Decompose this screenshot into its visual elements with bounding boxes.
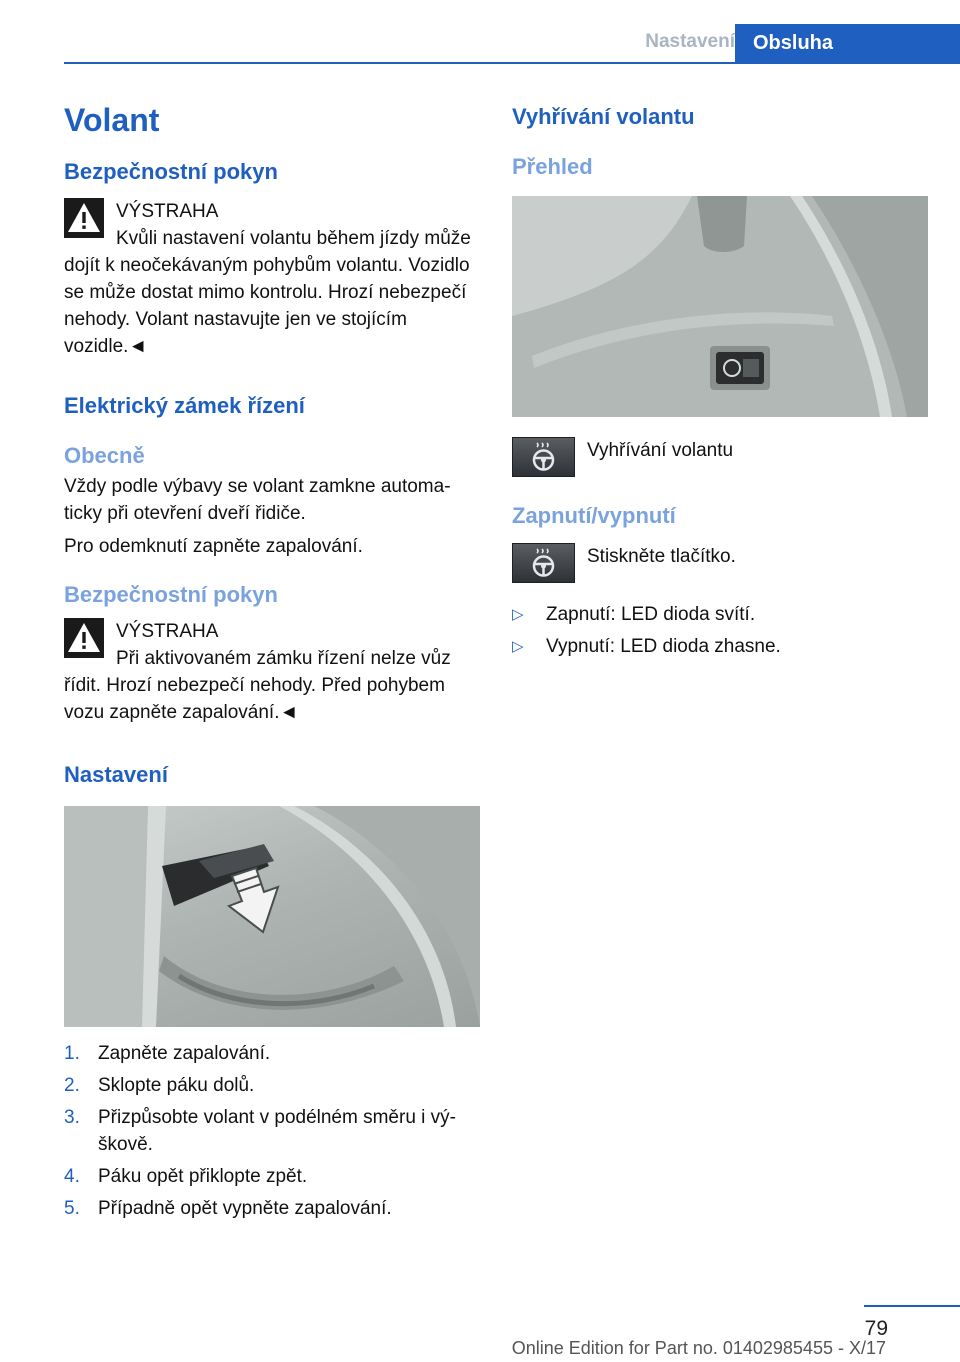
header-section-tab[interactable]: Nastavení <box>645 31 735 52</box>
page-number: 79 <box>864 1317 888 1340</box>
step-number: 5. <box>64 1198 80 1219</box>
left-column <box>64 100 480 1227</box>
list-item <box>64 1104 480 1158</box>
lock-paragraph-2: Pro odemknutí zapněte zapalování. <box>64 536 363 557</box>
general-heading: Obecně <box>64 443 145 468</box>
warning-text-1: Kvůli nastavení volantu během jízdy může dojít k neočekávaným pohybům volantu. Vozidlo se může dostat mimo kontrolu. Hrozí nebezpečí nehody. Volant nastavujte jen ve stojícím vozidle.◄ <box>64 228 471 357</box>
press-button-text: Stiskněte tlačítko. <box>587 546 736 567</box>
warning-label-2: VÝSTRAHA <box>116 621 219 642</box>
lock-paragraph-1: Vždy podle výbavy se volant zamkne automa-ticky při otevření dveří řidiče. <box>64 476 451 524</box>
steering-lock-heading: Elektrický zámek řízení <box>64 393 305 418</box>
step-text: Sklopte páku dolů. <box>98 1075 255 1096</box>
triangle-bullet-icon: ▷ <box>512 606 524 623</box>
heated-wheel-button-photo <box>512 196 928 417</box>
warning-box-1 <box>64 198 480 360</box>
warning-triangle-icon <box>64 618 104 658</box>
safety-heading-1: Bezpečnostní pokyn <box>64 159 278 184</box>
adjustment-steps <box>64 1040 480 1222</box>
warning-text-2: Při aktivovaném zámku řízení nelze vůz řídit. Hrozí nebezpečí nehody. Před pohybem vozu zapněte zapalování.◄ <box>64 648 451 723</box>
list-item <box>64 1040 480 1067</box>
footer-divider <box>864 1305 960 1307</box>
icon-label: Vyhřívání volantu <box>587 440 734 461</box>
step-number: 1. <box>64 1043 80 1064</box>
footer-edition: Online Edition for Part no. 01402985455 - X/17 <box>511 1338 886 1358</box>
step-text: Přizpůsobte volant v podélném směru i vý-škově. <box>98 1107 456 1155</box>
warning-box-2 <box>64 618 480 726</box>
header-chapter-tab[interactable]: Obsluha <box>735 24 960 62</box>
led-status-list <box>512 601 928 660</box>
press-button-row <box>512 543 928 587</box>
steering-lever-photo <box>64 806 480 1027</box>
page-title: Volant <box>64 102 160 138</box>
step-number: 3. <box>64 1107 80 1128</box>
step-text: Páku opět přiklopte zpět. <box>98 1166 308 1187</box>
adjustment-heading: Nastavení <box>64 762 168 787</box>
list-item <box>512 633 928 660</box>
steering-column-illustration <box>512 196 928 417</box>
steering-lever-illustration <box>64 806 480 1027</box>
bullet-text: Zapnutí: LED dioda svítí. <box>546 604 756 625</box>
icon-legend-row <box>512 437 928 481</box>
step-number: 2. <box>64 1075 80 1096</box>
list-item <box>64 1163 480 1190</box>
list-item <box>64 1195 480 1222</box>
overview-heading: Přehled <box>512 154 593 179</box>
list-item <box>64 1072 480 1099</box>
page-header <box>64 24 960 64</box>
heated-steering-wheel-button-icon <box>512 543 575 583</box>
warning-label-1: VÝSTRAHA <box>116 201 219 222</box>
on-off-heading: Zapnutí/vypnutí <box>512 503 676 528</box>
triangle-bullet-icon: ▷ <box>512 638 524 655</box>
right-column <box>512 102 928 665</box>
heated-steering-wheel-button-icon <box>512 437 575 477</box>
bullet-text: Vypnutí: LED dioda zhasne. <box>546 636 781 657</box>
safety-heading-2: Bezpečnostní pokyn <box>64 582 278 607</box>
heated-wheel-heading: Vyhřívání volantu <box>512 104 695 129</box>
list-item <box>512 601 928 628</box>
step-number: 4. <box>64 1166 80 1187</box>
warning-triangle-icon <box>64 198 104 238</box>
step-text: Případně opět vypněte zapalování. <box>98 1198 392 1219</box>
step-text: Zapněte zapalování. <box>98 1043 271 1064</box>
